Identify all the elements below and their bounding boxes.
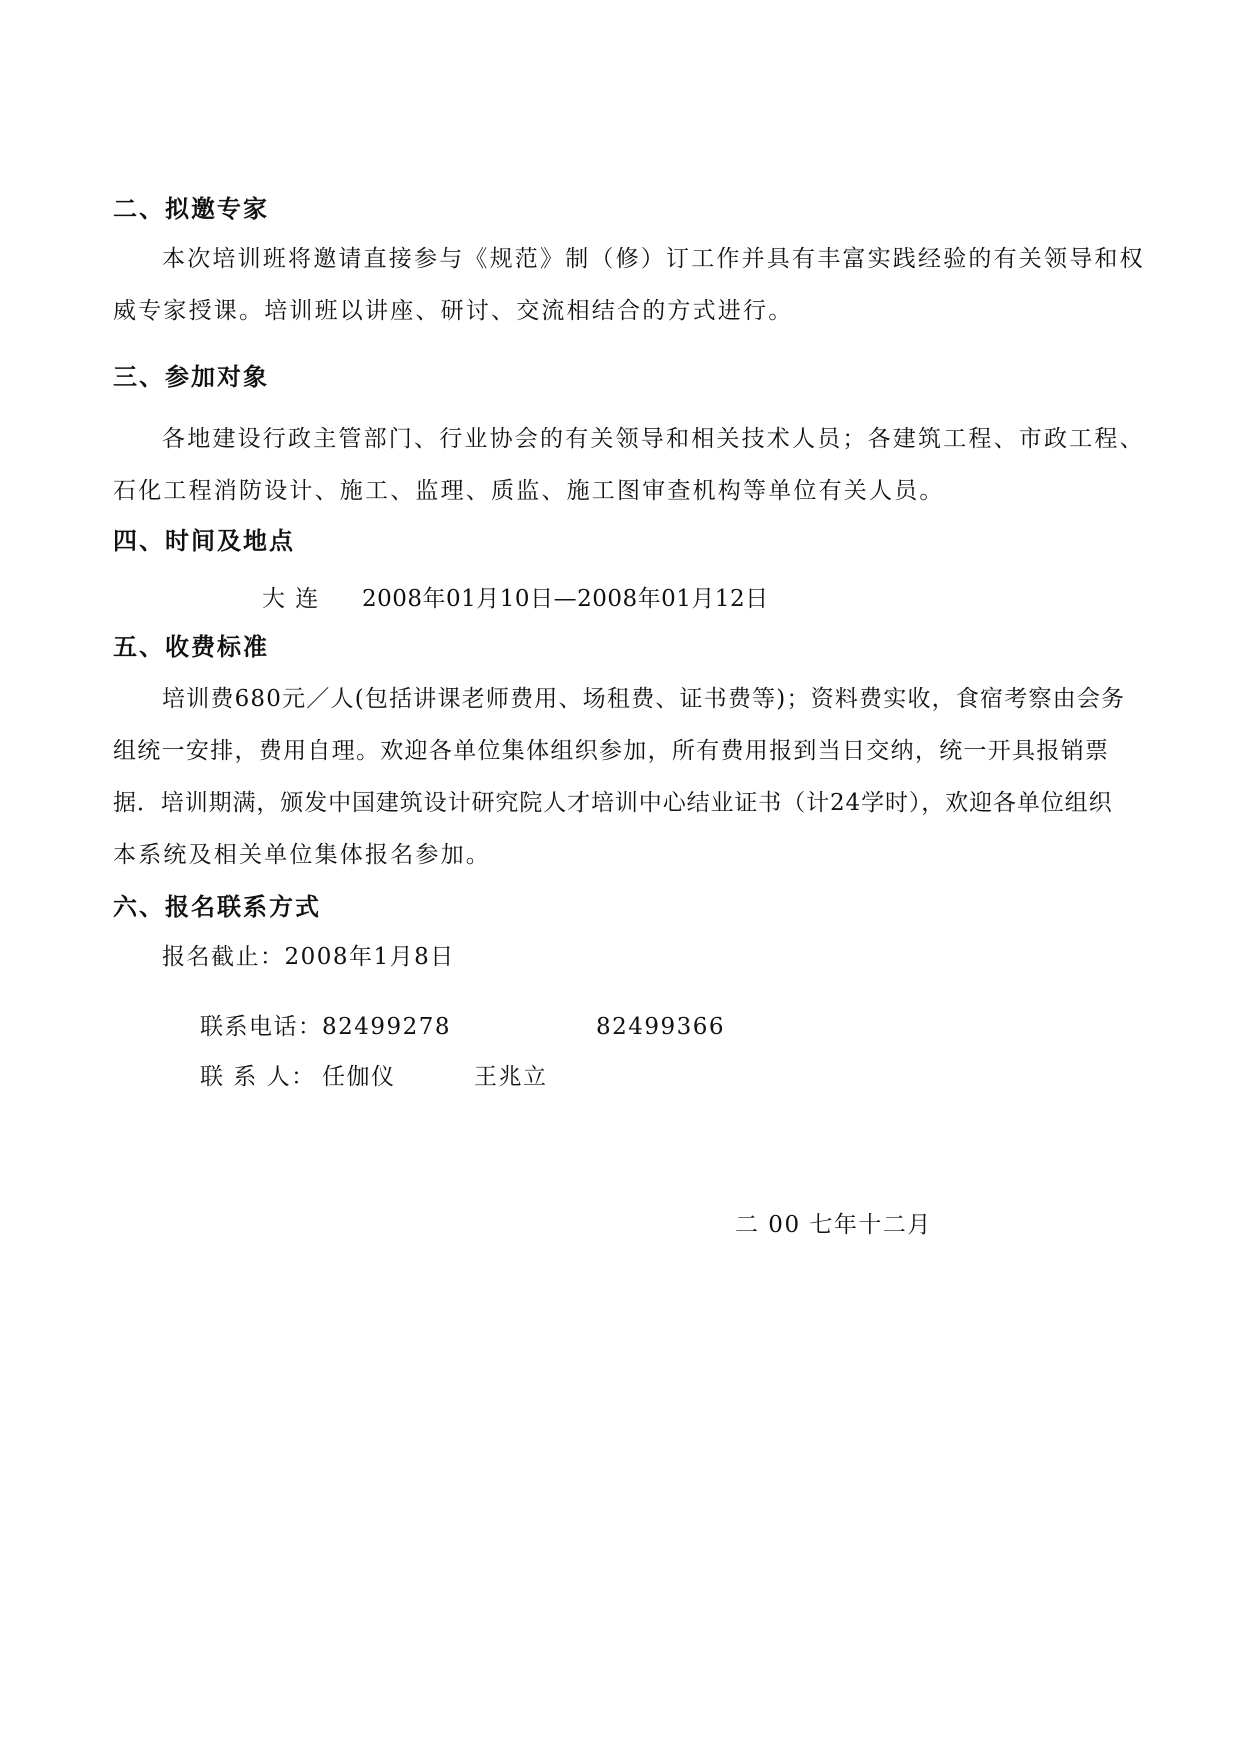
contact-phone-1: 82499278 (322, 1014, 452, 1040)
participants-paragraph-line-2: 石化工程消防设计、施工、监理、质监、施工图审查机构等单位有关人员。 (113, 478, 945, 504)
document-date: 二 00 七年十二月 (735, 1212, 932, 1238)
contact-phone-label: 联系电话： (200, 1014, 323, 1040)
fees-paragraph-line-2: 组统一安排，费用自理。欢迎各单位集体组织参加，所有费用报到当日交纳，统一开具报销票 (113, 738, 1110, 764)
section-heading-fees: 五、收费标准 (113, 632, 269, 661)
fees-paragraph-line-4: 本系统及相关单位集体报名参加。 (113, 842, 491, 868)
section-heading-registration: 六、报名联系方式 (113, 892, 321, 921)
event-city: 大 连 (262, 586, 320, 612)
section-heading-experts: 二、拟邀专家 (113, 194, 269, 223)
participants-paragraph-line-1: 各地建设行政主管部门、行业协会的有关领导和相关技术人员；各建筑工程、市政工程、 (162, 426, 1145, 452)
contact-person-1: 任伽仪 (322, 1064, 396, 1090)
registration-deadline: 报名截止：2008年1月8日 (162, 944, 455, 970)
contact-person-label: 联 系 人： (200, 1064, 316, 1090)
contact-phone-2: 82499366 (596, 1014, 726, 1040)
fees-paragraph-line-3: 据．培训期满，颁发中国建筑设计研究院人才培训中心结业证书（计24学时），欢迎各单位组织 (113, 790, 1113, 816)
section-heading-time-place: 四、时间及地点 (113, 526, 295, 555)
experts-paragraph-line-1: 本次培训班将邀请直接参与《规范》制（修）订工作并具有丰富实践经验的有关领导和权 (162, 246, 1145, 272)
experts-paragraph-line-2: 威专家授课。培训班以讲座、研讨、交流相结合的方式进行。 (113, 298, 794, 324)
event-dates: 2008年01月10日—2008年01月12日 (362, 586, 769, 612)
section-heading-participants: 三、参加对象 (113, 362, 269, 391)
contact-person-2: 王兆立 (474, 1064, 548, 1090)
fees-paragraph-line-1: 培训费680元／人(包括讲课老师费用、场租费、证书费等)；资料费实收，食宿考察由会务 (162, 686, 1126, 712)
